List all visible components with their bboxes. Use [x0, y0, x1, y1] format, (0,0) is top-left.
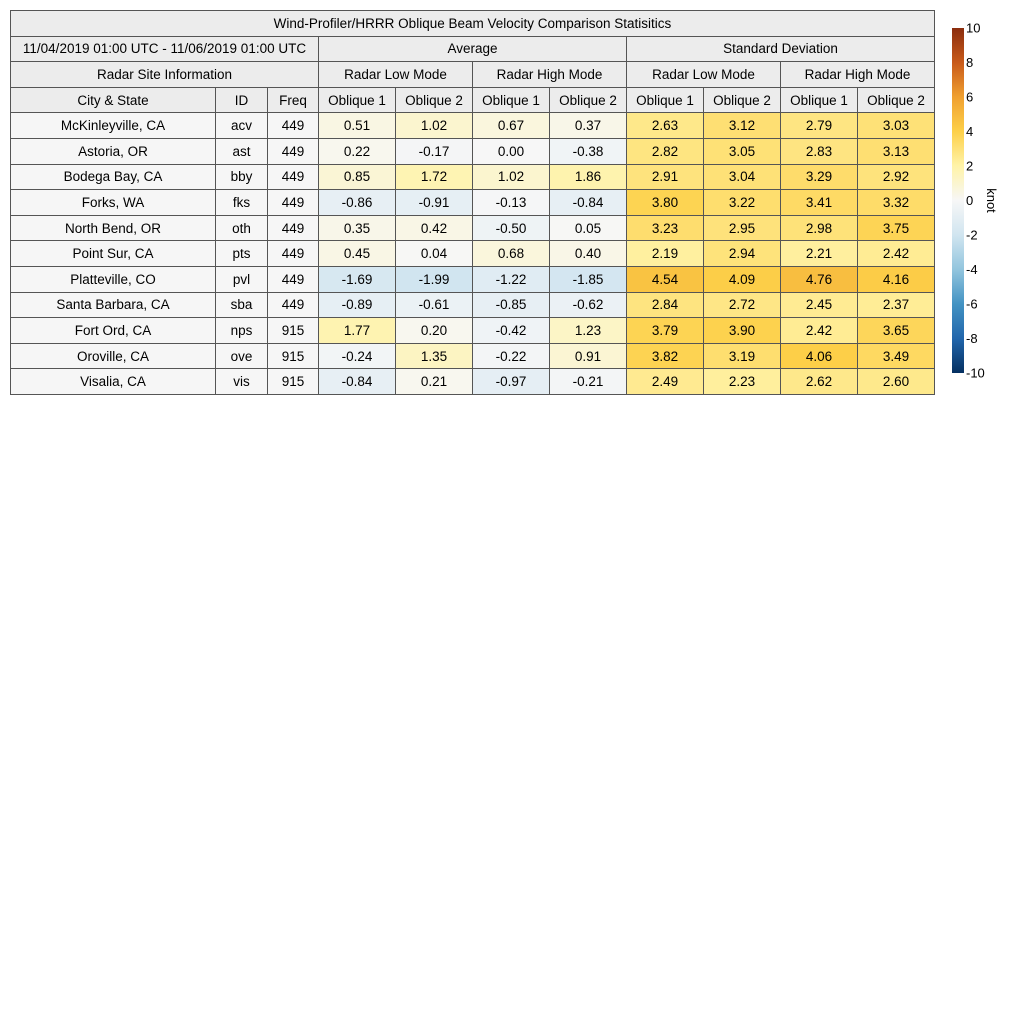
- average-value-cell: 1.23: [550, 318, 627, 344]
- std-value-cell: 3.75: [858, 215, 935, 241]
- table-row: [11, 343, 935, 369]
- std-value-cell: 2.19: [627, 241, 704, 267]
- id-cell: pts: [216, 241, 268, 267]
- std-value-cell: 3.65: [858, 318, 935, 344]
- std-value-cell: 2.23: [704, 369, 781, 395]
- average-value-cell: -0.22: [473, 343, 550, 369]
- std-value-cell: 3.05: [704, 138, 781, 164]
- std-value-cell: 2.98: [781, 215, 858, 241]
- average-value-cell: -0.85: [473, 292, 550, 318]
- std-value-cell: 3.32: [858, 190, 935, 216]
- city-cell: Astoria, OR: [11, 138, 216, 164]
- city-cell: Point Sur, CA: [11, 241, 216, 267]
- average-header: Average: [319, 36, 627, 62]
- average-value-cell: -0.84: [319, 369, 396, 395]
- id-cell: ove: [216, 343, 268, 369]
- std-value-cell: 4.06: [781, 343, 858, 369]
- column-header: Oblique 2: [396, 87, 473, 113]
- colorbar-tick-label: 2: [966, 158, 974, 174]
- city-cell: North Bend, OR: [11, 215, 216, 241]
- std-value-cell: 2.91: [627, 164, 704, 190]
- stats-table: [10, 10, 935, 395]
- std-value-cell: 3.23: [627, 215, 704, 241]
- average-value-cell: 1.77: [319, 318, 396, 344]
- average-value-cell: -0.62: [550, 292, 627, 318]
- std-header: Standard Deviation: [627, 36, 935, 62]
- std-value-cell: 3.41: [781, 190, 858, 216]
- table-row: [11, 190, 935, 216]
- mode-header-std-low: Radar Low Mode: [627, 62, 781, 88]
- table-row: [11, 241, 935, 267]
- id-cell: fks: [216, 190, 268, 216]
- std-value-cell: 2.83: [781, 138, 858, 164]
- average-value-cell: 1.02: [396, 113, 473, 139]
- average-value-cell: 0.05: [550, 215, 627, 241]
- std-value-cell: 2.95: [704, 215, 781, 241]
- table-row: [11, 164, 935, 190]
- colorbar-tick-label: 6: [966, 89, 974, 105]
- column-header: Freq: [268, 87, 319, 113]
- average-value-cell: 1.02: [473, 164, 550, 190]
- freq-cell: 449: [268, 190, 319, 216]
- date-range: 11/04/2019 01:00 UTC - 11/06/2019 01:00 UTC: [11, 36, 319, 62]
- average-value-cell: -0.97: [473, 369, 550, 395]
- std-value-cell: 3.90: [704, 318, 781, 344]
- average-value-cell: -0.38: [550, 138, 627, 164]
- average-value-cell: -0.89: [319, 292, 396, 318]
- average-value-cell: -0.86: [319, 190, 396, 216]
- colorbar-tick-label: 8: [966, 55, 974, 70]
- std-value-cell: 3.13: [858, 138, 935, 164]
- std-value-cell: 3.19: [704, 343, 781, 369]
- colorbar-tick-label: -4: [966, 262, 978, 277]
- std-value-cell: 2.84: [627, 292, 704, 318]
- average-value-cell: 0.22: [319, 138, 396, 164]
- column-header: Oblique 1: [781, 87, 858, 113]
- city-cell: Visalia, CA: [11, 369, 216, 395]
- std-value-cell: 2.49: [627, 369, 704, 395]
- average-value-cell: 0.37: [550, 113, 627, 139]
- average-value-cell: -0.50: [473, 215, 550, 241]
- id-cell: acv: [216, 113, 268, 139]
- table-row: [11, 138, 935, 164]
- colorbar: [940, 20, 1010, 390]
- average-value-cell: 0.68: [473, 241, 550, 267]
- colorbar-tick-label: -10: [966, 365, 985, 381]
- mode-header-avg-high: Radar High Mode: [473, 62, 627, 88]
- colorbar-label: knot: [984, 188, 999, 213]
- average-value-cell: -1.85: [550, 266, 627, 292]
- average-value-cell: 0.51: [319, 113, 396, 139]
- table-row: [11, 318, 935, 344]
- id-cell: pvl: [216, 266, 268, 292]
- table-row: [11, 369, 935, 395]
- freq-cell: 449: [268, 164, 319, 190]
- freq-cell: 449: [268, 266, 319, 292]
- colorbar-tick-label: -8: [966, 331, 978, 346]
- average-value-cell: 0.40: [550, 241, 627, 267]
- city-cell: Forks, WA: [11, 190, 216, 216]
- std-value-cell: 4.16: [858, 266, 935, 292]
- average-value-cell: -0.42: [473, 318, 550, 344]
- colorbar-tick-label: -6: [966, 296, 978, 312]
- average-value-cell: -0.21: [550, 369, 627, 395]
- average-value-cell: 0.42: [396, 215, 473, 241]
- std-value-cell: 2.62: [781, 369, 858, 395]
- colorbar-tick-label: -2: [966, 227, 978, 243]
- freq-cell: 915: [268, 318, 319, 344]
- average-value-cell: 1.72: [396, 164, 473, 190]
- average-value-cell: 0.20: [396, 318, 473, 344]
- column-header: Oblique 1: [473, 87, 550, 113]
- freq-cell: 449: [268, 241, 319, 267]
- column-header: Oblique 1: [627, 87, 704, 113]
- column-header: Oblique 2: [550, 87, 627, 113]
- freq-cell: 449: [268, 292, 319, 318]
- average-value-cell: -0.61: [396, 292, 473, 318]
- freq-cell: 449: [268, 138, 319, 164]
- colorbar-gradient: [952, 28, 964, 373]
- std-value-cell: 3.03: [858, 113, 935, 139]
- table-row: [11, 113, 935, 139]
- average-value-cell: 0.04: [396, 241, 473, 267]
- average-value-cell: -1.99: [396, 266, 473, 292]
- id-cell: vis: [216, 369, 268, 395]
- average-value-cell: -0.84: [550, 190, 627, 216]
- average-value-cell: -1.69: [319, 266, 396, 292]
- std-value-cell: 2.60: [858, 369, 935, 395]
- average-value-cell: 0.35: [319, 215, 396, 241]
- average-value-cell: -0.17: [396, 138, 473, 164]
- column-header: Oblique 2: [858, 87, 935, 113]
- std-value-cell: 3.79: [627, 318, 704, 344]
- column-header: Oblique 1: [319, 87, 396, 113]
- column-header: ID: [216, 87, 268, 113]
- mode-header-avg-low: Radar Low Mode: [319, 62, 473, 88]
- id-cell: nps: [216, 318, 268, 344]
- column-header: City & State: [11, 87, 216, 113]
- std-value-cell: 2.42: [781, 318, 858, 344]
- std-value-cell: 3.49: [858, 343, 935, 369]
- table-title: Wind-Profiler/HRRR Oblique Beam Velocity Comparison Statisitics: [11, 11, 935, 37]
- std-value-cell: 2.42: [858, 241, 935, 267]
- std-value-cell: 4.76: [781, 266, 858, 292]
- freq-cell: 449: [268, 215, 319, 241]
- city-cell: Fort Ord, CA: [11, 318, 216, 344]
- std-value-cell: 3.80: [627, 190, 704, 216]
- average-value-cell: 0.00: [473, 138, 550, 164]
- std-value-cell: 4.54: [627, 266, 704, 292]
- freq-cell: 915: [268, 343, 319, 369]
- average-value-cell: 0.85: [319, 164, 396, 190]
- average-value-cell: 1.35: [396, 343, 473, 369]
- average-value-cell: 1.86: [550, 164, 627, 190]
- std-value-cell: 3.29: [781, 164, 858, 190]
- freq-cell: 449: [268, 113, 319, 139]
- id-cell: oth: [216, 215, 268, 241]
- colorbar-tick-label: 0: [966, 193, 974, 208]
- std-value-cell: 2.79: [781, 113, 858, 139]
- city-cell: Platteville, CO: [11, 266, 216, 292]
- colorbar-tick-label: 10: [966, 20, 981, 36]
- id-cell: bby: [216, 164, 268, 190]
- table-row: [11, 266, 935, 292]
- std-value-cell: 3.82: [627, 343, 704, 369]
- average-value-cell: 0.67: [473, 113, 550, 139]
- std-value-cell: 4.09: [704, 266, 781, 292]
- std-value-cell: 3.04: [704, 164, 781, 190]
- mode-header-std-high: Radar High Mode: [781, 62, 935, 88]
- std-value-cell: 3.22: [704, 190, 781, 216]
- column-header: Oblique 2: [704, 87, 781, 113]
- city-cell: Santa Barbara, CA: [11, 292, 216, 318]
- average-value-cell: -0.91: [396, 190, 473, 216]
- std-value-cell: 2.21: [781, 241, 858, 267]
- city-cell: McKinleyville, CA: [11, 113, 216, 139]
- site-info-header: Radar Site Information: [11, 62, 319, 88]
- average-value-cell: 0.91: [550, 343, 627, 369]
- city-cell: Bodega Bay, CA: [11, 164, 216, 190]
- average-value-cell: -0.13: [473, 190, 550, 216]
- table-row: [11, 292, 935, 318]
- table-row: [11, 215, 935, 241]
- id-cell: sba: [216, 292, 268, 318]
- freq-cell: 915: [268, 369, 319, 395]
- std-value-cell: 2.72: [704, 292, 781, 318]
- std-value-cell: 2.63: [627, 113, 704, 139]
- id-cell: ast: [216, 138, 268, 164]
- std-value-cell: 2.82: [627, 138, 704, 164]
- std-value-cell: 2.94: [704, 241, 781, 267]
- std-value-cell: 2.45: [781, 292, 858, 318]
- average-value-cell: -1.22: [473, 266, 550, 292]
- colorbar-tick-label: 4: [966, 124, 974, 139]
- average-value-cell: 0.45: [319, 241, 396, 267]
- average-value-cell: 0.21: [396, 369, 473, 395]
- city-cell: Oroville, CA: [11, 343, 216, 369]
- std-value-cell: 2.37: [858, 292, 935, 318]
- std-value-cell: 3.12: [704, 113, 781, 139]
- average-value-cell: -0.24: [319, 343, 396, 369]
- std-value-cell: 2.92: [858, 164, 935, 190]
